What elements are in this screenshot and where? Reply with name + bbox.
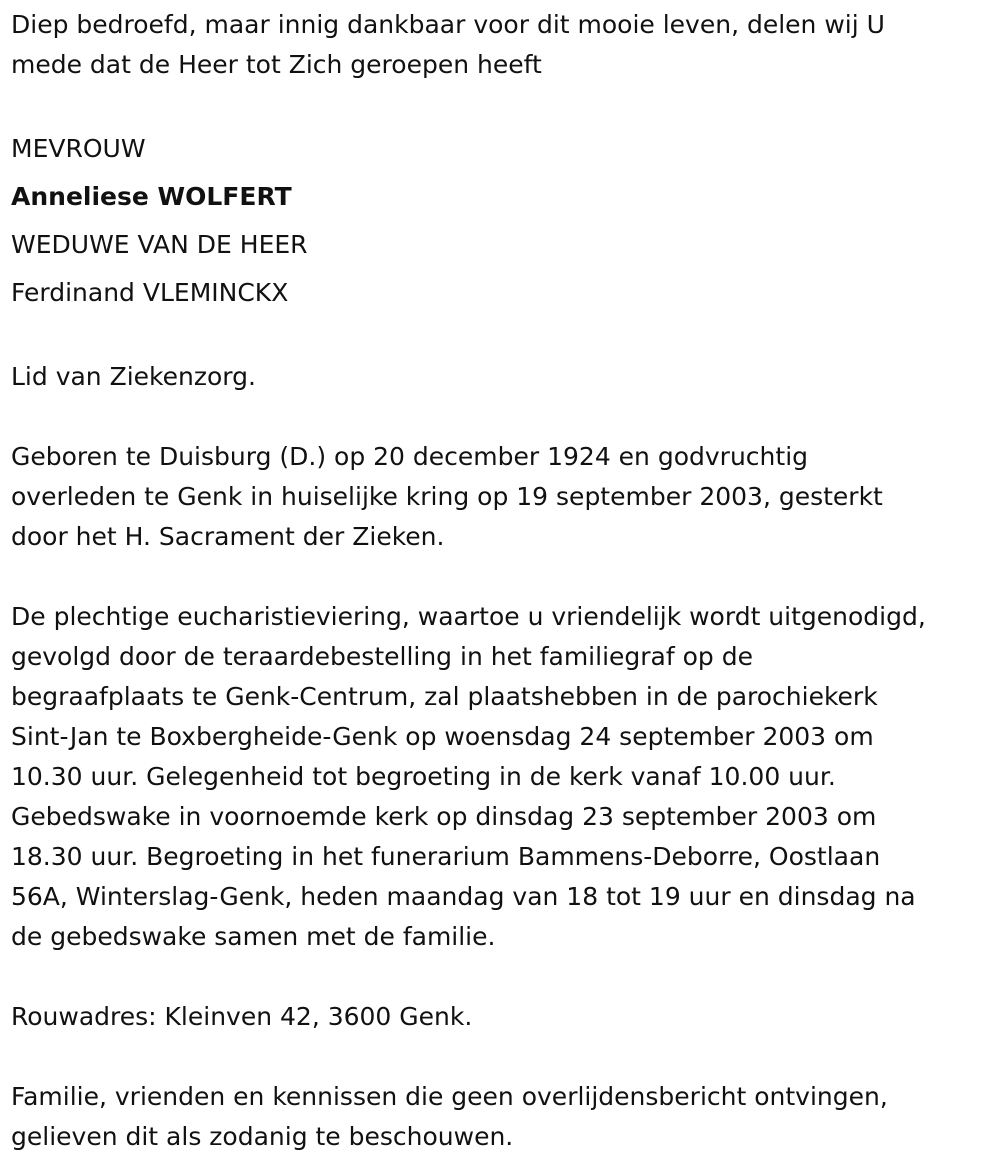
- birth-death-line: overleden te Genk in huiselijke kring op 19 september 2003, gesterkt: [11, 482, 883, 511]
- closing-line: gelieven dit als zodanig te beschouwen.: [11, 1122, 514, 1151]
- paragraph-spacer: [11, 317, 996, 357]
- ceremony-line: Sint-Jan te Boxbergheide-Genk op woensdag 24 september 2003 om: [11, 722, 874, 751]
- ceremony-line: begraafplaats te Genk-Centrum, zal plaatshebben in de parochiekerk: [11, 682, 878, 711]
- salutation: MEVROUW: [11, 134, 146, 163]
- intro-paragraph: [11, 5, 996, 85]
- membership-text: Lid van Ziekenzorg.: [11, 362, 256, 391]
- ceremony-line: De plechtige eucharistieviering, waartoe u vriendelijk wordt uitgenodigd,: [11, 602, 926, 631]
- deceased-block: [11, 125, 996, 317]
- ceremony-line: 10.30 uur. Gelegenheid tot begroeting in de kerk vanaf 10.00 uur.: [11, 762, 836, 791]
- ceremony-line: de gebedswake samen met de familie.: [11, 922, 496, 951]
- ceremony-line: 56A, Winterslag-Genk, heden maandag van 18 tot 19 uur en dinsdag na: [11, 882, 916, 911]
- intro-line: mede dat de Heer tot Zich geroepen heeft: [11, 50, 542, 79]
- mourning-address: Rouwadres: Kleinven 42, 3600 Genk.: [11, 1002, 473, 1031]
- ceremony-line: 18.30 uur. Begroeting in het funerarium Bammens-Deborre, Oostlaan: [11, 842, 881, 871]
- death-notice: [11, 5, 996, 1157]
- ceremony-paragraph: [11, 597, 996, 957]
- paragraph-spacer: [11, 85, 996, 125]
- closing-paragraph: [11, 1077, 996, 1157]
- intro-line: Diep bedroefd, maar innig dankbaar voor dit mooie leven, delen wij U: [11, 10, 885, 39]
- paragraph-spacer: [11, 957, 996, 997]
- deceased-name: Anneliese WOLFERT: [11, 182, 292, 211]
- birth-death-paragraph: [11, 437, 996, 557]
- spouse-name: Ferdinand VLEMINCKX: [11, 278, 289, 307]
- paragraph-spacer: [11, 397, 996, 437]
- ceremony-line: gevolgd door de teraardebestelling in het familiegraf op de: [11, 642, 753, 671]
- birth-death-line: door het H. Sacrament der Zieken.: [11, 522, 445, 551]
- paragraph-spacer: [11, 1037, 996, 1077]
- birth-death-line: Geboren te Duisburg (D.) op 20 december 1924 en godvruchtig: [11, 442, 809, 471]
- relation: WEDUWE VAN DE HEER: [11, 230, 308, 259]
- ceremony-line: Gebedswake in voornoemde kerk op dinsdag 23 september 2003 om: [11, 802, 877, 831]
- paragraph-spacer: [11, 557, 996, 597]
- closing-line: Familie, vrienden en kennissen die geen overlijdensbericht ontvingen,: [11, 1082, 888, 1111]
